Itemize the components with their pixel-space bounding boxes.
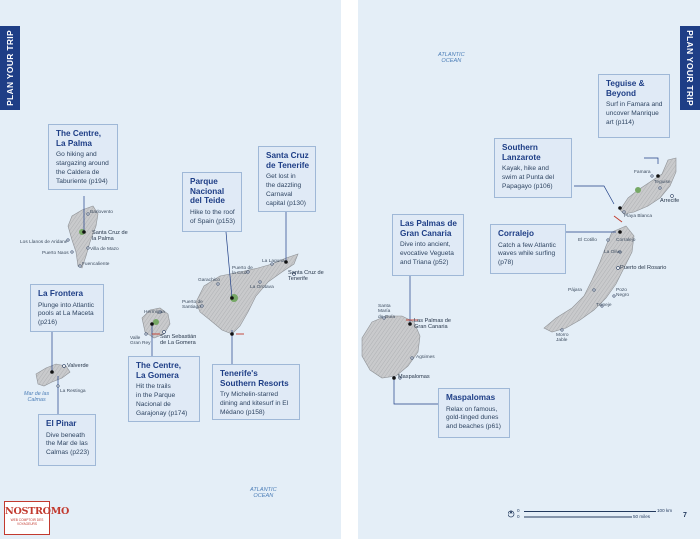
box-text: Surf in Famara and uncover Manrique art (p114) <box>606 101 663 126</box>
box-teguise <box>598 74 670 138</box>
box-la-frontera <box>30 284 104 332</box>
box-title: Las Palmas de Gran Canaria <box>400 219 457 238</box>
box-title: The Centre, La Palma <box>56 129 102 148</box>
box-text: Go hiking and stargazing around the Caldera de Taburiente (p194) <box>56 151 109 185</box>
box-santa-cruz-tenerife <box>258 146 316 212</box>
ocean-label-top: ATLANTIC OCEAN <box>438 52 465 65</box>
box-text: Hit the trails in the Parque Nacional de Garajonay (p174) <box>136 383 188 417</box>
scale-miles: 50 miles <box>633 514 651 519</box>
point-las-palmas <box>408 322 412 326</box>
box-tenerife-southern-resorts <box>212 364 300 420</box>
place-famara: Famara <box>634 170 651 175</box>
point-tenerife-south <box>230 332 234 336</box>
box-text: Dive into ancient, evocative Vegueta and Triana (p52) <box>400 241 454 266</box>
place-tuineje: Tuineje <box>596 303 612 308</box>
box-text: Plunge into Atlantic pools at La Maceta (p216) <box>38 301 95 327</box>
box-title: Parque Nacional del Teide <box>190 177 225 206</box>
point-centre-gomera <box>150 322 154 326</box>
place-aguimes: Agüimes <box>416 355 435 360</box>
place-santa-cruz-palma: Santa Cruz de la Palma <box>92 230 128 243</box>
place-pozo-negro: Pozo Negro <box>616 288 630 299</box>
box-title: La Frontera <box>38 289 84 298</box>
box-title: El Pinar <box>46 419 77 428</box>
scale-km: 100 km <box>657 508 673 513</box>
place-la-laguna: La Laguna <box>262 259 285 264</box>
point-frontera <box>50 370 54 374</box>
nostromo-logo <box>4 501 70 535</box>
point-corralejo <box>618 230 622 234</box>
box-el-pinar <box>38 414 96 466</box>
place-la-oliva: La Oliva <box>604 250 622 255</box>
place-maspalomas: Maspalomas <box>398 374 430 380</box>
scale-zero-km: 0 <box>517 508 520 513</box>
point-teguise <box>656 174 660 178</box>
place-pajara: Pájara <box>568 288 582 293</box>
leader-lanzarote-south <box>574 186 614 204</box>
place-arrecife: Arrecife <box>660 198 680 204</box>
box-corralejo <box>490 224 566 274</box>
point-teide <box>230 296 234 300</box>
place-morro-jable: Morro Jable <box>556 333 569 344</box>
scale-graphic <box>508 507 678 521</box>
place-san-sebastian: San Sebastián de La Gomera <box>160 334 197 347</box>
place-valle-gran-rey: Valle Gran Rey <box>130 336 151 347</box>
logo-tagline: WEB COMPTOIR DES VOYAGEURS <box>10 518 44 526</box>
box-text: Get lost in the dazzling Carnaval capital (p130) <box>266 173 306 207</box>
route-mark-4 <box>614 216 622 222</box>
box-title: Southern Lanzarote <box>502 143 541 162</box>
box-text: Catch a few Atlantic waves while surfing (p78) <box>498 241 556 267</box>
logo-name: NOSTROMO <box>5 506 70 517</box>
place-corralejo: Corralejo <box>616 238 636 243</box>
place-puerto-cruz: Puerto de la Cruz <box>232 266 253 277</box>
place-puerto-santiago: Puerto de Santiago <box>182 300 203 311</box>
place-la-restinga: La Restinga <box>60 389 86 394</box>
point-lanzarote-south <box>618 206 622 210</box>
place-villa-mazo: Villa de Mazo <box>90 247 119 252</box>
place-teguise: Teguise <box>654 180 671 185</box>
place-barlovento: Barlovento <box>90 210 113 215</box>
place-valverde: Valverde <box>67 363 89 369</box>
place-las-palmas: Las Palmas de Gran Canaria <box>414 318 452 331</box>
point-maspalomas <box>392 376 396 380</box>
box-text: Relax on famous, gold-tinged dunes and beaches (p61) <box>446 405 501 431</box>
timanfaya-park-icon <box>635 187 641 193</box>
place-garachico: Garachico <box>198 278 220 283</box>
place-puerto-rosario: Puerto del Rosario <box>620 265 667 271</box>
place-el-cotillo: El Cotillo <box>578 238 597 243</box>
box-title: Teguise & Beyond <box>606 79 645 98</box>
box-title: Tenerife's Southern Resorts <box>220 369 289 388</box>
tab-label-left: PLAN YOUR TRIP <box>5 30 16 106</box>
place-puerto-naos: Puerto Naos <box>42 251 69 256</box>
box-maspalomas <box>438 388 510 438</box>
place-fuencaliente: Fuencaliente <box>82 262 110 267</box>
scale-bar <box>508 507 678 521</box>
place-la-orotava: La Orotava <box>250 285 274 290</box>
box-centre-la-gomera <box>128 356 200 422</box>
leader-maspalomas <box>394 376 438 404</box>
box-text: Hike to the roof of Spain (p153) <box>190 209 236 225</box>
box-southern-lanzarote <box>494 138 572 198</box>
box-text: Dive beneath the Mar de las Calmas (p223) <box>46 431 90 457</box>
box-title: The Centre, La Gomera <box>136 361 182 380</box>
point-centre-palma <box>82 230 86 234</box>
box-text: Try Michelin-starred dining and kitesurf in El Médano (p158) <box>220 391 289 416</box>
box-text: Kayak, hike and swim at Punta del Papagayo (p106) <box>502 165 555 190</box>
place-playa-blanca: Playa Blanca <box>624 214 652 219</box>
lanzarote-island <box>620 158 676 214</box>
box-title: Maspalomas <box>446 393 496 402</box>
box-centre-la-palma <box>48 124 118 190</box>
tab-label-right: PLAN YOUR TRIP <box>685 30 696 106</box>
ocean-label-bottom: ATLANTIC OCEAN <box>250 487 277 500</box>
garajonay-park-icon <box>153 319 159 325</box>
place-santa-maria-guia: Santa María de Guía <box>378 304 396 320</box>
box-las-palmas <box>392 214 464 276</box>
place-hermigua: Hermigua <box>144 310 165 315</box>
box-title: Santa Cruz de Tenerife <box>266 151 310 170</box>
sea-label-calmas: Mar de las Calmas <box>24 391 50 403</box>
gran-canaria-island <box>362 316 420 378</box>
place-santa-cruz-tenerife: Santa Cruz de Tenerife <box>288 270 324 283</box>
page-number: 7 <box>683 512 687 519</box>
place-los-llanos: Los Llanos de Aridane <box>20 240 68 245</box>
scale-zero-mi: 0 <box>517 514 520 519</box>
box-parque-teide <box>182 172 242 232</box>
leader-teguise <box>644 158 658 164</box>
box-title: Corralejo <box>498 229 534 238</box>
